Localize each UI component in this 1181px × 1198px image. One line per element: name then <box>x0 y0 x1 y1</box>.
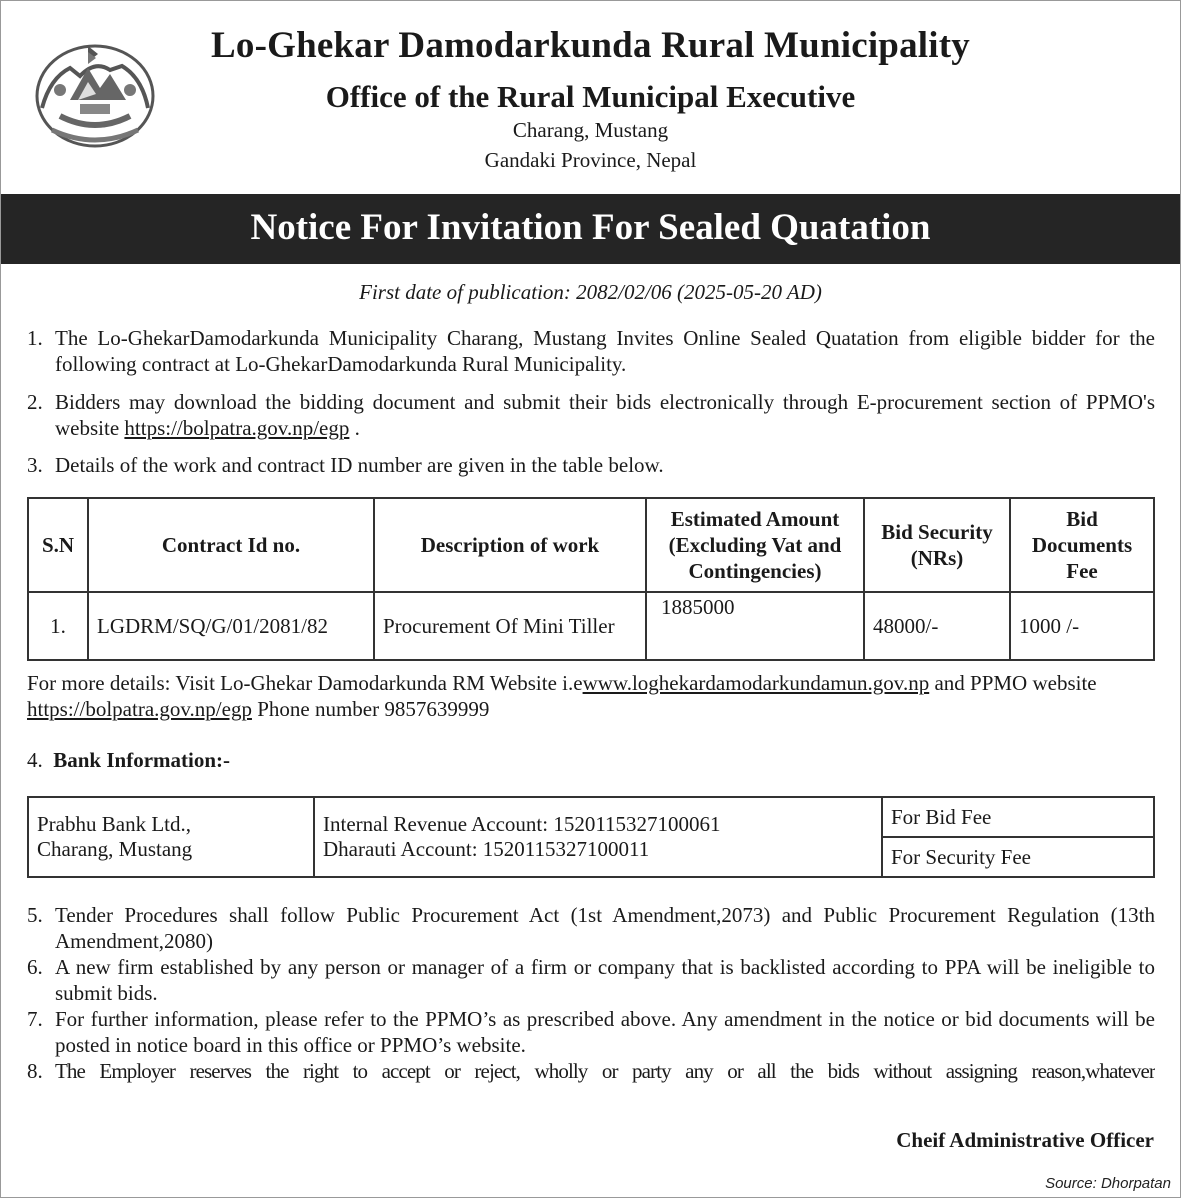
item-number: 7. <box>27 1007 43 1031</box>
item-text-part: . <box>349 416 360 440</box>
list-item-8 <box>27 1058 1155 1084</box>
list-item-1 <box>27 325 1155 377</box>
item-number: 5. <box>27 903 43 927</box>
table-header-row <box>28 498 1154 592</box>
cell-for-security-fee: For Security Fee <box>882 837 1154 877</box>
more-details-prefix: For more details: Visit Lo-Ghekar Damodarkunda RM Website i.e <box>27 671 583 695</box>
signature-title: Cheif Administrative Officer <box>896 1128 1154 1152</box>
cell-bid-security: 48000/- <box>864 592 1010 660</box>
item-number: 4. <box>27 748 43 772</box>
item-text: A new firm established by any person or manager of a firm or company that is backlisted according to PPA will be ineligible to submit bids. <box>55 955 1155 1005</box>
item-text: The Lo-GhekarDamodarkunda Municipality Charang, Mustang Invites Online Sealed Quatation from eligible bidder for the following contract at Lo-GhekarDamodarkunda Rural Municipality. <box>55 326 1155 376</box>
contract-table <box>27 497 1155 661</box>
item-number: 6. <box>27 955 43 979</box>
bolpatra-link[interactable]: https://bolpatra.gov.np/egp <box>124 416 350 440</box>
address-line-2: Gandaki Province, Nepal <box>484 148 697 172</box>
address-line-1: Charang, Mustang <box>512 118 669 142</box>
item-number: 8. <box>27 1059 43 1083</box>
notice-title-banner: Notice For Invitation For Sealed Quatation <box>0 194 1181 264</box>
cell-accounts <box>314 797 882 877</box>
col-sn: S.N <box>28 498 88 592</box>
bank-info-title: Bank Information:- <box>53 748 231 772</box>
item-text: Details of the work and contract ID number are given in the table below. <box>55 453 664 477</box>
more-details-middle: and PPMO website <box>929 671 1097 695</box>
table-row <box>28 592 1154 660</box>
municipality-website-link[interactable]: www.loghekardamodarkundamun.gov.np <box>582 671 930 695</box>
cell-estimated-amount: 1885000 <box>646 592 864 660</box>
list-item-2 <box>27 389 1155 441</box>
phone-number: Phone number 9857639999 <box>251 697 490 721</box>
bank-place: Charang, Mustang <box>37 837 193 861</box>
internal-revenue-account: Internal Revenue Account: 1520115327100061 <box>323 812 721 836</box>
item-number: 1. <box>27 326 43 350</box>
cell-for-bid-fee: For Bid Fee <box>882 797 1154 837</box>
item-number: 2. <box>27 390 43 414</box>
list-item-6 <box>27 954 1155 1006</box>
col-description: Description of work <box>374 498 646 592</box>
bank-info-heading <box>27 748 230 773</box>
cell-bank-name <box>28 797 314 877</box>
col-bid-fee: Bid Documents Fee <box>1010 498 1154 592</box>
dharauti-account: Dharauti Account: 1520115327100011 <box>323 837 650 861</box>
item-number: 3. <box>27 453 43 477</box>
cell-description: Procurement Of Mini Tiller <box>374 592 646 660</box>
item-text: The Employer reserves the right to accept or reject, wholly or party any or all the bids without assigning reason,whatever <box>55 1059 1155 1083</box>
list-item-5 <box>27 902 1155 954</box>
list-item-7 <box>27 1006 1155 1058</box>
office-name: Office of the Rural Municipal Executive <box>325 79 856 114</box>
more-details <box>27 670 1155 722</box>
ppmo-website-link[interactable]: https://bolpatra.gov.np/egp <box>27 697 252 721</box>
list-item-3 <box>27 452 1155 478</box>
bank-table <box>27 796 1155 878</box>
col-contract-id: Contract Id no. <box>88 498 374 592</box>
item-text-part: Bidders may download the bidding document and submit their bids electronically through E-procurement section of PPMO's website <box>55 390 1155 440</box>
item-text <box>55 389 1155 441</box>
source-credit: Source: Dhorpatan <box>1045 1175 1171 1192</box>
table-row <box>28 797 1154 837</box>
col-bid-security: Bid Security (NRs) <box>864 498 1010 592</box>
municipality-name: Lo-Ghekar Damodarkunda Rural Municipality <box>211 25 970 66</box>
cell-sn: 1. <box>28 592 88 660</box>
cell-bid-fee: 1000 /- <box>1010 592 1154 660</box>
cell-contract-id: LGDRM/SQ/G/01/2081/82 <box>88 592 374 660</box>
publication-date: First date of publication: 2082/02/06 (2025-05-20 AD) <box>359 280 822 304</box>
item-text: Tender Procedures shall follow Public Procurement Act (1st Amendment,2073) and Public Procurement Regulation (13th Amendment,2080) <box>55 903 1155 953</box>
item-text: For further information, please refer to the PPMO’s as prescribed above. Any amendment in the notice or bid documents will be posted in notice board in this office or PPMO’s website. <box>55 1007 1155 1057</box>
col-estimated-amount: Estimated Amount (Excluding Vat and Contingencies) <box>646 498 864 592</box>
bank-name: Prabhu Bank Ltd., <box>37 812 191 836</box>
